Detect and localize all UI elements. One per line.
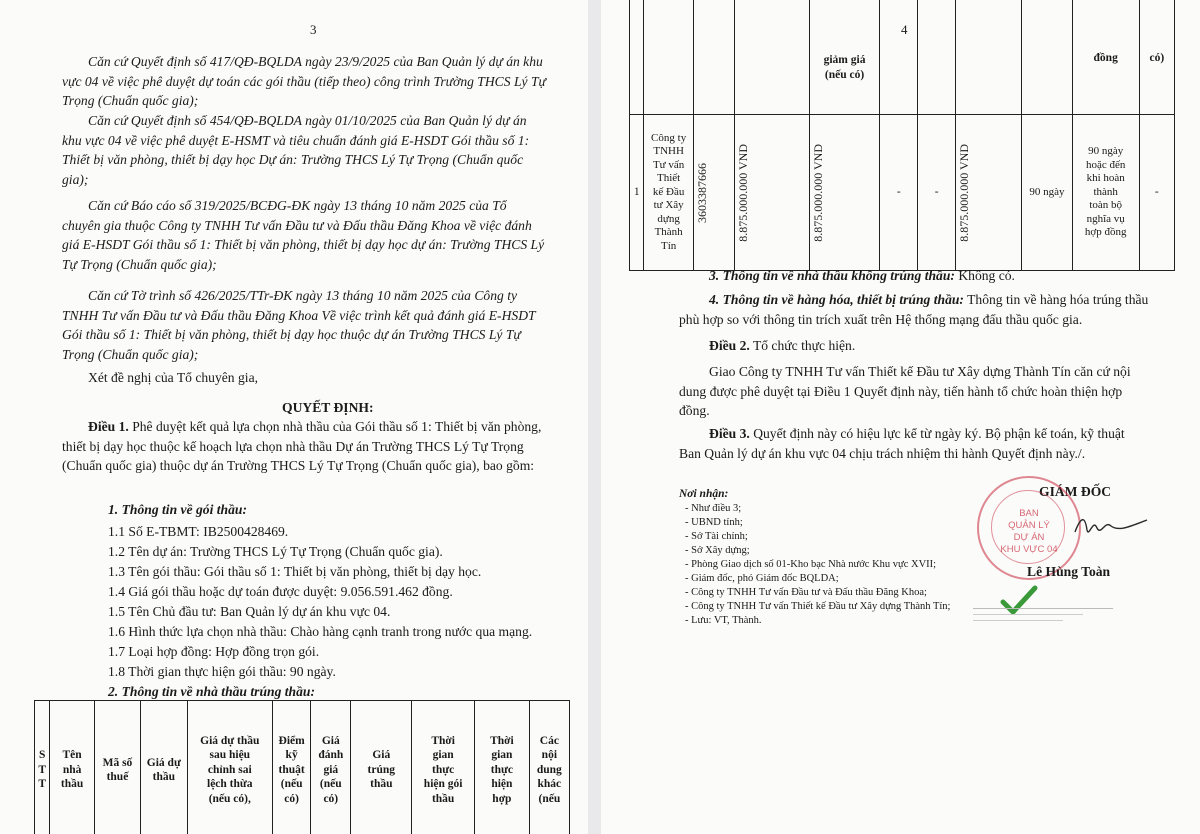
winner-table-header <box>34 700 570 834</box>
info-item: 1.8 Thời gian thực hiện gói thầu: 90 ngày. <box>108 664 336 679</box>
table-header-cell: Thời gian thực hiện hợp <box>475 701 530 834</box>
header-fragment: giảm giá (nếu có) <box>809 0 880 115</box>
proposal-line: Xét đề nghị của Tổ chuyên gia, <box>88 370 258 385</box>
recipient-item: - Sở Xây dựng; <box>685 545 750 556</box>
table-row <box>630 115 1175 271</box>
recipient-item: - Công ty TNHH Tư vấn Đầu tư và Đấu thầu Đăng Khoa; <box>685 587 927 598</box>
table-header-cell: Giá dự thầu sau hiệu chỉnh sai lệch thừa (nếu có), <box>187 701 273 834</box>
article-3 <box>679 424 1149 463</box>
article-1-label: Điều 1. <box>88 419 129 434</box>
table-header-cell: Giá trúng thầu <box>351 701 412 834</box>
cell-adjusted-price: 8.875.000.000 VND <box>810 143 825 242</box>
legal-basis-paragraph: Căn cứ Quyết định số 417/QĐ-BQLDA ngày 23/9/2025 của Ban Quản lý dự án khu vực 04 về việc phê duyệt dự toán các gói thầu (tiếp theo) công trình Trường THCS Lý Tự Trọng (Chuẩn quốc gia); <box>62 54 546 108</box>
section-3 <box>709 266 1015 285</box>
info-item: 1.7 Loại hợp đồng: Hợp đồng trọn gói. <box>108 644 320 659</box>
recipient-item: - Như điều 3; <box>685 503 742 514</box>
legal-basis-paragraph: Căn cứ Quyết định số 454/QĐ-BQLDA ngày 01/10/2025 của Ban Quản lý dự án khu vực 04 về việc phê duyệt E-HSMT và tiêu chuẩn đánh giá E-HSDT Gói thầu số 1: Thiết bị văn phòng, thiết bị dạy học Dự án: Trường THCS Lý Tự Trọng (Chuẩn quốc gia); <box>62 113 530 187</box>
section-4-title: 4. Thông tin về hàng hóa, thiết bị trúng thầu: <box>709 292 964 307</box>
section-1-title: 1. Thông tin về gói thầu: <box>108 502 247 517</box>
info-item: 1.4 Giá gói thầu hoặc dự toán được duyệt: 9.056.591.462 đồng. <box>108 584 453 599</box>
section-2-title: 2. Thông tin về nhà thầu trúng thầu: <box>108 684 315 699</box>
winner-table-continued <box>629 0 1175 271</box>
cell-other: - <box>1139 115 1174 271</box>
cell-winning-price: 8.875.000.000 VND <box>957 143 972 242</box>
header-fragment: đồng <box>1072 0 1139 115</box>
page-number: 4 <box>901 22 908 37</box>
table-header-cell: Mã số thuế <box>94 701 140 834</box>
section-3-title: 3. Thông tin về nhà thầu không trúng thầu: <box>709 268 955 283</box>
info-item: 1.5 Tên Chủ đầu tư: Ban Quản lý dự án khu vực 04. <box>108 604 391 619</box>
table-header-cell: Giá đánh giá (nếu có) <box>311 701 351 834</box>
page-number: 3 <box>310 22 317 37</box>
cell-stt: 1 <box>630 115 644 271</box>
recipient-item: - Công ty TNHH Tư vấn Thiết kế Đầu tư Xây dựng Thành Tín; <box>685 601 951 612</box>
info-item: 1.1 Số E-TBMT: IB2500428469. <box>108 524 289 539</box>
cell-package-time: 90 ngày <box>1022 115 1072 271</box>
table-header-cell: Điểm kỹ thuật (nếu có) <box>273 701 311 834</box>
info-item: 1.2 Tên dự án: Trường THCS Lý Tự Trọng (Chuẩn quốc gia). <box>108 544 443 559</box>
table-header-cell: Thời gian thực hiện gói thầu <box>412 701 475 834</box>
header-fragment: có) <box>1139 0 1174 115</box>
legal-basis-paragraph: Căn cứ Báo cáo số 319/2025/BCĐG-ĐK ngày 13 tháng 10 năm 2025 của Tổ chuyên gia thuộc Công ty TNHH Tư vấn Đầu tư và Đấu thầu Đăng Khoa về việc đánh giá E-HSDT Gói thầu số 1: Thiết bị văn phòng, thiết bị dạy học dự án: Trường THCS Lý Tự Trọng (Chuẩn quốc gia); <box>62 198 545 272</box>
article-3-text: Quyết định này có hiệu lực kể từ ngày ký. Bộ phận kế toán, kỹ thuật Ban Quản lý dự án khu vực 04 chịu trách nhiệm thi hành Quyết định này./. <box>679 426 1125 461</box>
cell-tech-score: - <box>880 115 918 271</box>
article-2-heading <box>709 336 855 355</box>
legal-basis-paragraph: Căn cứ Tờ trình số 426/2025/TTr-ĐK ngày 13 tháng 10 năm 2025 của Công ty TNHH Tư vấn Đầu tư và Đấu thầu Đăng Khoa Về việc trình kết quả đánh giá E-HSDT Gói thầu số 1: Thiết bị văn phòng, thiết bị dạy học thuộc dự án Trường THCS Lý Tự Trọng (Chuẩn quốc gia); <box>62 288 536 362</box>
recipients-title: Nơi nhận: <box>679 488 729 500</box>
info-item: 1.6 Hình thức lựa chọn nhà thầu: Chào hàng cạnh tranh trong nước qua mạng. <box>108 624 533 639</box>
article-2-title: Tổ chức thực hiện. <box>752 338 856 353</box>
table-header-cell: Tên nhà thầu <box>50 701 94 834</box>
official-stamp: BAN QUẢN LÝ DỰ ÁN KHU VỰC 04 <box>977 476 1081 580</box>
recipient-item: - Sở Tài chính; <box>685 531 748 542</box>
recipient-item: - Giám đốc, phó Giám đốc BQLDA; <box>685 573 839 584</box>
article-1-text: Phê duyệt kết quả lựa chọn nhà thầu của Gói thầu số 1: Thiết bị văn phòng, thiết bị dạy học thuộc kế hoạch lựa chọn nhà thầu Dự án Trường THCS Lý Tự Trọng (Chuẩn quốc gia) thuộc dự án Trường THCS Lý Tự Trọng (Chuẩn quốc gia), bao gồm: <box>62 419 542 473</box>
signature-mark <box>1071 512 1151 542</box>
decision-title: QUYẾT ĐỊNH: <box>282 400 374 415</box>
page-4 <box>601 0 1200 834</box>
section-4-text: Thông tin về hàng hóa trúng thầu phù hợp so với thông tin trích xuất trên Hệ thống mạng đấu thầu quốc gia. <box>679 292 1149 327</box>
signer-title: GIÁM ĐỐC <box>1039 484 1112 499</box>
table-header-cell: S T T <box>35 701 50 834</box>
cell-contract-time: 90 ngày hoặc đến khi hoàn thành toàn bộ nghĩa vụ hợp đồng <box>1072 115 1139 271</box>
recipient-item: - Lưu: VT, Thành. <box>685 615 762 626</box>
table-header-cell: Giá dự thầu <box>141 701 187 834</box>
table-header-cell: Các nội dung khác (nếu <box>529 701 569 834</box>
cell-contractor-name: Công ty TNHH Tư vấn Thiết kế Đầu tư Xây dựng Thành Tín <box>644 115 693 271</box>
section-4 <box>679 290 1149 329</box>
cell-bid-price: 8.875.000.000 VND <box>735 143 750 242</box>
cell-tax-code: 3603387666 <box>694 162 709 223</box>
article-1 <box>62 417 546 476</box>
recipient-item: - UBND tỉnh; <box>685 517 743 528</box>
section-3-text: Không có. <box>958 268 1015 283</box>
cell-eval-price: - <box>918 115 956 271</box>
article-2-text: Giao Công ty TNHH Tư vấn Thiết kế Đầu tư Xây dựng Thành Tín căn cứ nội dung được phê duyệt tại Điều 1 Quyết định này, tiến hành tổ chức hoàn thiện hợp đồng. <box>679 364 1131 418</box>
article-2-label: Điều 2. <box>709 338 750 353</box>
stamp-text: BAN <box>1019 508 1039 519</box>
page-3 <box>0 0 588 834</box>
info-item: 1.3 Tên gói thầu: Gói thầu số 1: Thiết bị văn phòng, thiết bị dạy học. <box>108 564 482 579</box>
signer-name: Lê Hùng Toàn <box>1027 564 1111 579</box>
recipient-item: - Phòng Giao dịch số 01-Kho bạc Nhà nước Khu vực XVII; <box>685 559 937 570</box>
digital-signature-info <box>973 604 1113 626</box>
article-3-label: Điều 3. <box>709 426 750 441</box>
